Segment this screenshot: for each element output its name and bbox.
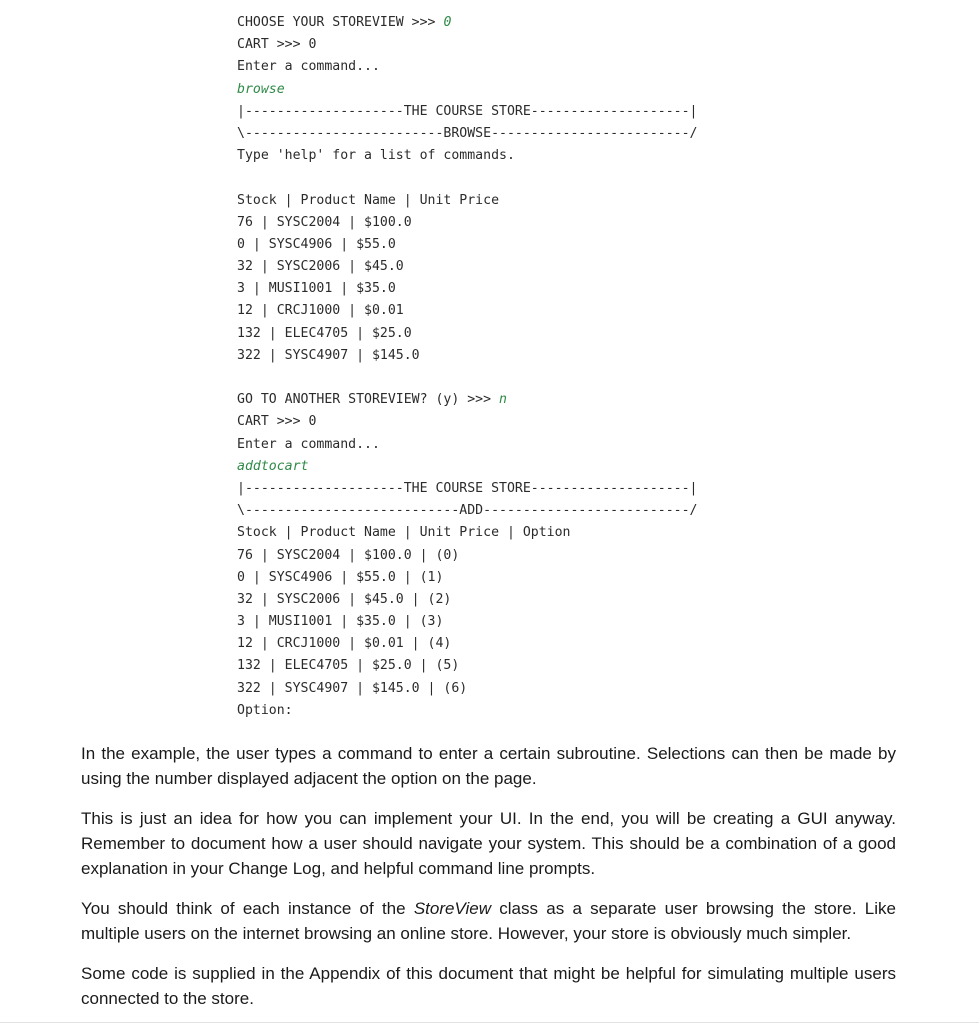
- body-text: [81, 741, 896, 1026]
- another-storeview-prompt: [237, 389, 698, 411]
- banner-bottom: \---------------------------ADD--------------------------/: [237, 503, 698, 519]
- prompt-input-value: 0: [443, 15, 452, 30]
- command-prompt: Enter a command...: [237, 59, 380, 75]
- paragraph-text: class as a separate user browsing the store. Like multiple users on the internet browsing an online store. However, your store is obviously much simpler.: [81, 899, 896, 943]
- table-row: 0 | SYSC4906 | $55.0: [237, 236, 396, 252]
- table-row: 322 | SYSC4907 | $145.0: [237, 347, 420, 363]
- banner-top: |--------------------THE COURSE STORE--------------------|: [237, 103, 698, 119]
- prompt-text: GO TO ANOTHER STOREVIEW? (y) >>>: [237, 392, 500, 408]
- cart-status: CART >>> 0: [237, 37, 317, 53]
- table-row: 322 | SYSC4907 | $145.0 | (6): [237, 680, 468, 696]
- user-command: browse: [237, 81, 285, 97]
- paragraph-ui-idea: This is just an idea for how you can implement your UI. In the end, you will be creating a GUI anyway. Remember to document how a user should navigate your system. This should be a combination of a good explanation in your Change Log, and helpful command line prompts.: [81, 809, 896, 878]
- table-row: 132 | ELEC4705 | $25.0 | (5): [237, 658, 460, 674]
- option-prompt: Option:: [237, 702, 293, 718]
- console-output: [237, 12, 698, 722]
- user-command: addtocart: [237, 458, 309, 474]
- prompt-input-value: n: [499, 392, 507, 408]
- table-row: 0 | SYSC4906 | $55.0 | (1): [237, 569, 444, 585]
- spacer: [237, 167, 698, 189]
- paragraph-storeview: [81, 896, 896, 946]
- banner-bottom: \-------------------------BROWSE-------------------------/: [237, 125, 698, 141]
- table-row: 3 | MUSI1001 | $35.0: [237, 281, 396, 297]
- help-hint: Type 'help' for a list of commands.: [237, 148, 515, 164]
- table-row: 32 | SYSC2006 | $45.0: [237, 259, 404, 275]
- table-header: Stock | Product Name | Unit Price: [237, 192, 500, 208]
- table-row: 76 | SYSC2004 | $100.0: [237, 214, 412, 230]
- paragraph-appendix: Some code is supplied in the Appendix of this document that might be helpful for simulating multiple users connected to the store.: [81, 964, 896, 1008]
- storeview-prompt: [237, 12, 698, 34]
- class-name: StoreView: [413, 899, 492, 918]
- command-prompt: Enter a command...: [237, 436, 380, 452]
- banner-top: |--------------------THE COURSE STORE--------------------|: [237, 480, 698, 496]
- table-row: 3 | MUSI1001 | $35.0 | (3): [237, 614, 444, 630]
- table-row: 32 | SYSC2006 | $45.0 | (2): [237, 591, 452, 607]
- prompt-text: CHOOSE YOUR STOREVIEW >>>: [237, 15, 444, 30]
- table-row: 12 | CRCJ1000 | $0.01: [237, 303, 404, 319]
- page-divider: [0, 1022, 979, 1023]
- cart-status: CART >>> 0: [237, 414, 317, 430]
- table-row: 76 | SYSC2004 | $100.0 | (0): [237, 547, 460, 563]
- table-row: 12 | CRCJ1000 | $0.01 | (4): [237, 636, 452, 652]
- paragraph-text: You should think of each instance of the: [81, 899, 414, 918]
- table-header: Stock | Product Name | Unit Price | Option: [237, 525, 571, 541]
- table-row: 132 | ELEC4705 | $25.0: [237, 325, 412, 341]
- paragraph-example: In the example, the user types a command to enter a certain subroutine. Selections can then be made by using the number displayed adjacent the option on the page.: [81, 744, 896, 788]
- spacer: [237, 367, 698, 389]
